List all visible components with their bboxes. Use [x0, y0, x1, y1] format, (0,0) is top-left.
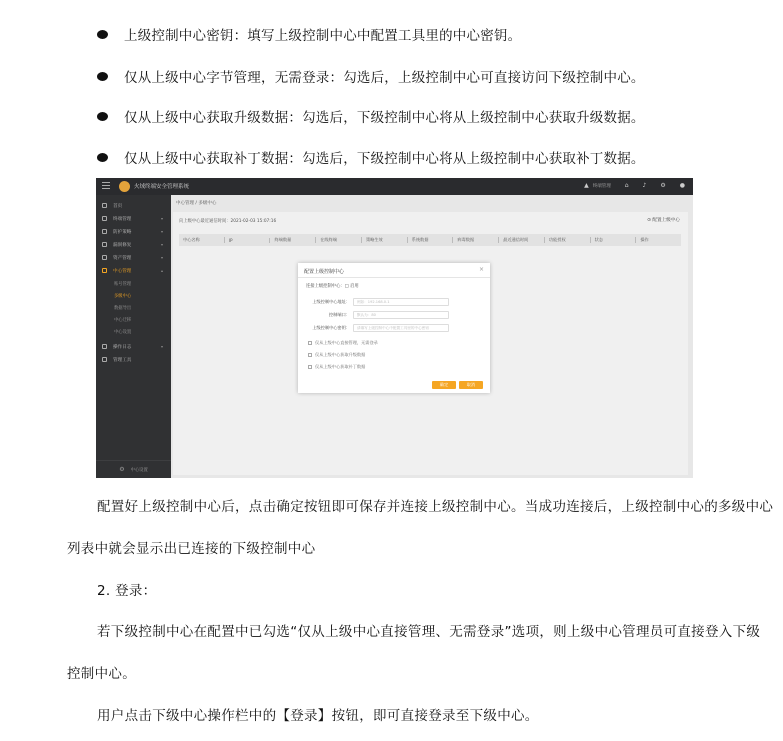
sidebar-subitem-export[interactable]: 数据导出	[114, 306, 132, 311]
column-header[interactable]: 病毒数据	[453, 237, 499, 243]
settings-icon: ⊙	[647, 218, 653, 223]
assets-icon	[102, 255, 107, 260]
chevron-down-icon: ▾	[160, 229, 163, 234]
port-input[interactable]: 默认为：80	[353, 311, 449, 319]
paragraph-line: 列表中就会显示出已连接的下级控制中心	[67, 541, 316, 557]
bullet-text: 仅从上级中心获取升级数据：勾选后，下级控制中心将从上级控制中心获取升级数据。	[124, 110, 645, 126]
checkbox-label: 仅从上级中心获取升级数据	[315, 352, 366, 357]
sidebar-item-patch[interactable]	[96, 238, 171, 251]
menu-icon[interactable]	[102, 182, 110, 189]
chevron-down-icon: ▾	[160, 242, 163, 247]
sidebar-item-logs[interactable]	[96, 340, 171, 353]
column-header[interactable]: 系统数据	[408, 237, 454, 243]
chevron-down-icon: ▾	[160, 255, 163, 260]
chevron-down-icon: ▾	[160, 216, 163, 221]
panel-header: 向上级中心最近通信时间：2021-02-03 15:07:16	[179, 219, 277, 224]
field-label: 上级控制中心地址：	[312, 299, 350, 304]
sidebar-item-label: 首页	[113, 203, 123, 209]
sidebar-item-label: 终端管理	[113, 216, 132, 222]
field-label: 上级控制中心密钥：	[312, 325, 350, 330]
bullet-dot-icon	[97, 153, 108, 162]
bullet-item	[97, 66, 645, 86]
column-header[interactable]: 终端数量	[270, 237, 316, 243]
account-icon[interactable]: ●	[679, 182, 685, 189]
checkbox-icon	[308, 365, 312, 369]
sidebar-item-label: 资产管理	[113, 255, 132, 261]
embedded-screenshot	[96, 178, 693, 478]
paragraph-line: 用户点击下级中心操作栏中的【登录】按钮，即可直接登录至下级中心。	[97, 708, 539, 724]
field-label: 控制端口：	[329, 312, 350, 317]
checkbox-direct-manage[interactable]	[308, 340, 378, 346]
divider	[298, 277, 490, 278]
address-row	[306, 298, 446, 306]
column-header[interactable]: 操作	[640, 237, 649, 242]
bullet-dot-icon	[97, 30, 108, 39]
settings-icon[interactable]: ⚙	[660, 182, 666, 189]
app-title: 火绒终端安全管理系统	[134, 184, 190, 190]
ok-button[interactable]: 确定	[432, 381, 456, 389]
checkbox-icon	[308, 353, 312, 357]
top-bar-actions	[584, 182, 685, 189]
log-icon	[102, 344, 107, 349]
sidebar-item-label: 管理工具	[113, 357, 132, 363]
user-icon[interactable]: ▲	[584, 182, 589, 189]
connect-toggle[interactable]: 连接上级控制中心：□ 启用	[306, 284, 359, 289]
shield-icon	[102, 229, 107, 234]
bullet-dot-icon	[97, 112, 108, 121]
bullet-text: 仅从上级中心字节管理，无需登录：勾选后，上级控制中心可直接访问下级控制中心。	[124, 70, 645, 86]
column-header[interactable]: 功能授权	[545, 237, 591, 243]
bullet-text: 仅从上级中心获取补丁数据：勾选后，下级控制中心将从上级控制中心获取补丁数据。	[124, 151, 645, 167]
sidebar-subitem-multilevel[interactable]: 多级中心	[114, 294, 132, 299]
sidebar-item-label: 防护策略	[113, 229, 132, 235]
dialog-title: 配置上级控制中心	[304, 269, 345, 275]
bullet-item	[97, 106, 645, 126]
checkbox-patch-data[interactable]	[308, 364, 365, 370]
section-heading: 2. 登录：	[97, 583, 157, 599]
sidebar-item-label: 漏洞修复	[113, 242, 132, 248]
tools-icon	[102, 357, 107, 362]
checkbox-upgrade-data[interactable]	[308, 352, 365, 358]
sidebar-item-policy[interactable]	[96, 225, 171, 238]
sidebar-item-tools[interactable]	[96, 353, 171, 366]
address-input[interactable]: 例如：192.168.0.1	[353, 298, 449, 306]
checkbox-label: 仅从上级中心直接管理，无需登录	[315, 340, 378, 345]
chevron-up-icon: ▴	[160, 268, 163, 273]
sidebar-item-label: 中心管理	[113, 268, 132, 274]
port-row	[306, 311, 446, 319]
checkbox-label: 仅从上级中心获取补丁数据	[315, 364, 366, 369]
center-icon	[102, 268, 107, 273]
sidebar-subitem-migrate[interactable]: 中心迁移	[114, 318, 132, 323]
config-upper-center-dialog	[298, 263, 490, 393]
breadcrumb: 中心管理 / 多级中心	[176, 201, 217, 206]
table-header	[179, 234, 681, 246]
key-row	[306, 324, 446, 332]
home-icon[interactable]: ⌂	[624, 182, 629, 189]
config-upper-center-button[interactable]	[647, 217, 680, 223]
sidebar	[96, 195, 171, 478]
column-header[interactable]: 中心名称	[179, 237, 225, 243]
bullet-item	[97, 24, 521, 44]
bullet-item	[97, 147, 645, 167]
user-label: 终端管理	[592, 183, 611, 189]
paragraph-line: 控制中心。	[67, 666, 136, 682]
column-header[interactable]: 状态	[591, 237, 637, 243]
sidebar-item-terminal[interactable]	[96, 212, 171, 225]
sidebar-subitem-settings[interactable]: 中心设置	[114, 330, 132, 335]
sidebar-item-home[interactable]	[96, 199, 171, 212]
column-header[interactable]: IP	[225, 238, 271, 243]
close-icon[interactable]: ×	[478, 266, 484, 273]
sidebar-item-assets[interactable]	[96, 251, 171, 264]
logo-icon	[119, 181, 130, 192]
column-header[interactable]: 策略生效	[362, 237, 408, 243]
sidebar-item-label: 操作日志	[113, 344, 132, 350]
sidebar-bottom[interactable]	[96, 460, 171, 478]
column-header[interactable]: 最近通信时间	[499, 237, 545, 243]
sidebar-subitem-accounts[interactable]: 账号管理	[114, 282, 132, 287]
chevron-down-icon: ▾	[160, 344, 163, 349]
checkbox-icon	[308, 341, 312, 345]
cancel-button[interactable]: 取消	[459, 381, 483, 389]
button-label: 配置上级中心	[652, 218, 680, 223]
bullet-text: 上级控制中心密钥：填写上级控制中心中配置工具里的中心密钥。	[124, 28, 522, 44]
sidebar-bottom-label: 中心设置	[130, 467, 148, 473]
terminal-icon	[102, 216, 107, 221]
gear-icon: ⚙	[119, 466, 125, 473]
bell-icon[interactable]: ♪	[642, 182, 647, 189]
home-icon	[102, 203, 107, 208]
sidebar-item-center[interactable]	[96, 264, 171, 277]
key-input[interactable]: 请填写上级控制中心中配置工具里的中心密钥	[353, 324, 449, 332]
patch-icon	[102, 242, 107, 247]
paragraph-line: 配置好上级控制中心后，点击确定按钮即可保存并连接上级控制中心。当成功连接后，上级控制中心的多级中心	[97, 499, 774, 515]
top-bar	[96, 178, 693, 195]
bullet-dot-icon	[97, 72, 108, 81]
column-header[interactable]: 在线终端	[316, 237, 362, 243]
paragraph-line: 若下级控制中心在配置中已勾选“仅从上级中心直接管理、无需登录”选项，则上级中心管理员可直接登入下级	[97, 624, 761, 640]
